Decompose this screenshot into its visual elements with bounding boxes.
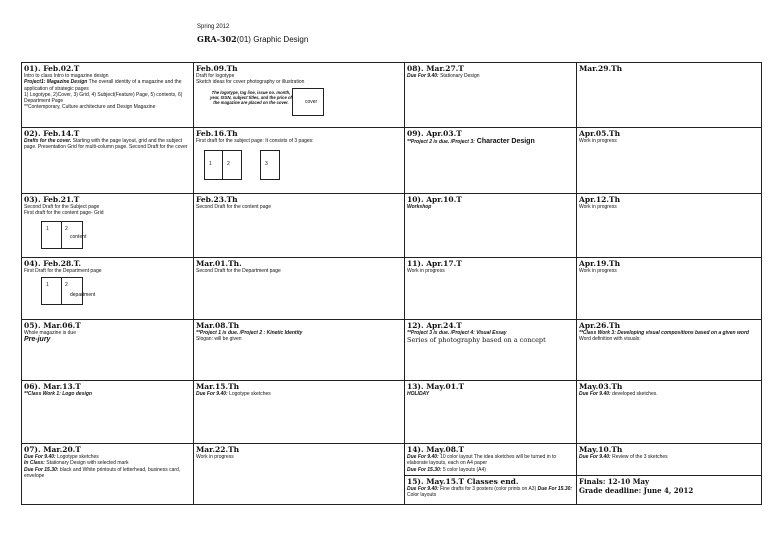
table-row <box>22 194 762 258</box>
table-row <box>22 63 762 128</box>
session-date: Apr.26.Th <box>579 321 621 330</box>
course-code: GRA-302 <box>197 34 237 44</box>
schedule-cell <box>22 381 194 444</box>
schedule-cell <box>577 381 762 444</box>
cell-text: Second Draft for the Department page <box>196 268 281 274</box>
cell-text: **Project 2 is due. /Project 3: Character Design <box>407 138 535 145</box>
schedule-cell <box>577 128 762 194</box>
schedule-cell <box>194 194 405 258</box>
cell-text: Draft for logotype <box>196 73 235 79</box>
term: Spring 2012 <box>197 24 230 30</box>
cell-text: First Draft for the Department page <box>24 268 102 274</box>
cell-text: First draft for the content page- Grid <box>24 210 104 217</box>
page-box: 1 <box>41 277 63 305</box>
page-box: 1 <box>41 221 63 249</box>
session-date: Feb.23.Th <box>196 195 238 204</box>
grade-deadline: Grade deadline: June 4, 2012 <box>579 486 694 495</box>
session-date: 13). May.01.T <box>407 382 465 391</box>
schedule-cell <box>577 63 762 128</box>
cell-text: Work in progress <box>579 204 617 210</box>
session-date: Mar.01.Th. <box>196 259 242 268</box>
schedule-cell <box>405 444 577 476</box>
session-date: 09). Apr.03.T <box>407 129 462 138</box>
cell-text: Due For 9.40: Stationary Design <box>407 73 480 79</box>
session-date: 02). Feb.14.T <box>24 129 80 138</box>
cell-text: Work in progress <box>196 454 234 460</box>
session-date: Feb.16.Th <box>196 129 238 138</box>
schedule-cell <box>405 258 577 320</box>
cell-text: Due For 15.30: 5 color layouts (A4) <box>407 466 486 473</box>
cell-text: Word definition with visuals: <box>579 336 641 343</box>
session-date: 10). Apr.10.T <box>407 195 462 204</box>
schedule-cell <box>577 258 762 320</box>
content-label: content <box>70 233 87 240</box>
session-date: 04). Feb.28.T. <box>24 259 82 268</box>
cell-text: 1) Logotype, 2)Cover, 3) Grid, 4) Subject(Feature) Page, 5) contents, 6) Department Page <box>24 91 183 105</box>
session-date: 06). Mar.13.T <box>24 382 81 391</box>
session-date: 03). Feb.21.T <box>24 195 80 204</box>
cell-text: Second Draft for the content page <box>196 204 272 210</box>
page-box: 2 <box>61 221 83 249</box>
schedule-cell <box>577 320 762 381</box>
schedule-cell <box>405 194 577 258</box>
session-date: Feb.09.Th <box>196 64 238 73</box>
finals-date: Finals: 12-10 May <box>579 477 650 486</box>
session-date: Mar.08.Th <box>196 321 240 330</box>
session-date: 11). Apr.17.T <box>407 259 462 268</box>
session-date: 05). Mar.06.T <box>24 321 81 330</box>
page-box: 2 <box>61 277 83 305</box>
cell-text: Pre-jury <box>24 336 51 344</box>
content-page-sketch <box>24 217 191 253</box>
cell-text: In Class: Stationary Design with selected mark <box>24 460 129 467</box>
cell-text: Work in progress <box>407 268 445 274</box>
session-date: May.10.Th <box>579 445 623 454</box>
session-date: 15). May.15.T Classes end. <box>407 477 519 486</box>
session-date: Mar.22.Th <box>196 445 240 454</box>
schedule-cell <box>194 128 405 194</box>
course-section: (01) <box>236 35 251 44</box>
schedule-cell <box>194 444 405 505</box>
schedule-cell <box>405 128 577 194</box>
cell-text: Due For 9.40: Fine drafts for 3 posters (color prints on A3) Due For 15.30: Color layouts <box>407 486 573 499</box>
cover-page-sketch: cover <box>292 88 324 116</box>
table-row <box>22 258 762 320</box>
schedule-cell <box>405 381 577 444</box>
cell-text: **Class Work 3: Developing visual compositions based on a given word <box>579 330 749 336</box>
department-label: department <box>70 292 96 299</box>
session-date: Apr.12.Th <box>579 195 621 204</box>
cell-text: Second Draft for the Subject page <box>24 204 100 210</box>
cell-text: Due For 9.40: Logotype sketches <box>24 454 99 460</box>
table-row <box>22 444 762 476</box>
schedule-cell <box>22 128 194 194</box>
cell-text: **Contemporary, Culture architecture and Design Magazine <box>24 104 156 111</box>
cell-text: **Project 3 is due. /Project 4: Visual Essay <box>407 330 507 336</box>
schedule-cell <box>194 320 405 381</box>
cell-text: Project1: Magazine Design The overall identity of a magazine and the application of strategic pages <box>24 79 182 92</box>
table-row <box>22 128 762 194</box>
subject-page-sketch <box>196 144 402 180</box>
cell-text: Series of photography based on a concept <box>407 336 546 345</box>
cell-text: Due For 9.40: 10 color layout The idea sketches will be turned in to elaborate layouts, each on A4 paper <box>407 454 557 467</box>
table-row <box>22 381 762 444</box>
session-date: 14). May.08.T <box>407 445 465 454</box>
cell-text: **Class Work 1: Logo design <box>24 391 92 397</box>
session-date: Mar.29.Th <box>579 64 623 73</box>
cell-text: HOLIDAY <box>407 391 430 397</box>
cell-text: Slogan: will be given <box>196 336 242 343</box>
schedule-cell <box>577 194 762 258</box>
schedule-cell <box>22 320 194 381</box>
page-box: 1 <box>204 150 224 180</box>
session-date: May.03.Th <box>579 382 623 391</box>
table-row <box>22 320 762 381</box>
cell-text: Drafts for the cover. Starting with the page layout, grid and the subject page. Presentation Grid for multi-column page. Second Draft for the cover <box>24 138 188 151</box>
cell-text: Workshop <box>407 204 432 210</box>
cell-text: **Project 1 is due. /Project 2 : Kinetic Identity <box>196 330 303 336</box>
schedule-cell <box>194 258 405 320</box>
schedule-cell <box>22 194 194 258</box>
schedule-cell <box>22 258 194 320</box>
session-date: Mar.15.Th <box>196 382 240 391</box>
cell-text: Due For 9.40: Logotype sketches <box>196 391 271 397</box>
schedule-cell <box>405 63 577 128</box>
cell-text: Work in progress <box>579 138 617 144</box>
session-date: 08). Mar.27.T <box>407 64 464 73</box>
schedule-cell <box>22 63 194 128</box>
page-box: 2 <box>222 150 242 180</box>
cell-text: Due For 9.40: Review of the 3 sketches <box>579 454 668 460</box>
cover-note: The logotype, tag line, issue no. month, year, ISSN, subject titles, and the price of the magazine are placed on the cover. <box>210 89 292 105</box>
session-date: 07). Mar.20.T <box>24 445 81 454</box>
cell-text: Sketch ideas for cover photography or illustration <box>196 79 305 86</box>
schedule-cell <box>577 444 762 476</box>
page-box: 3 <box>260 150 280 180</box>
schedule-cell <box>194 381 405 444</box>
course-title <box>197 34 308 44</box>
department-page-sketch <box>24 274 191 310</box>
cell-text: Due For 9.40: developed sketches. <box>579 391 658 397</box>
schedule-cell <box>405 320 577 381</box>
session-date: Apr.19.Th <box>579 259 621 268</box>
cell-text: Work in progress <box>579 268 617 274</box>
schedule-cell <box>22 444 194 505</box>
session-date: 01). Feb.02.T <box>24 64 80 73</box>
cell-text: First draft for the subject page: It consists of 3 pages: <box>196 138 314 144</box>
schedule-cell <box>405 476 577 505</box>
session-date: 12). Apr.24.T <box>407 321 462 330</box>
cell-text: Intro to class Intro to magazine design <box>24 73 109 79</box>
cell-text: Due For 15.30: black and White printouts of letterhead, business card, envelope <box>24 466 181 479</box>
session-date: Apr.05.Th <box>579 129 621 138</box>
cell-text: Whole magazine is due <box>24 330 76 336</box>
schedule-cell <box>194 63 405 128</box>
schedule-table <box>21 62 762 505</box>
schedule-cell <box>577 476 762 505</box>
course-name: Graphic Design <box>253 35 309 44</box>
